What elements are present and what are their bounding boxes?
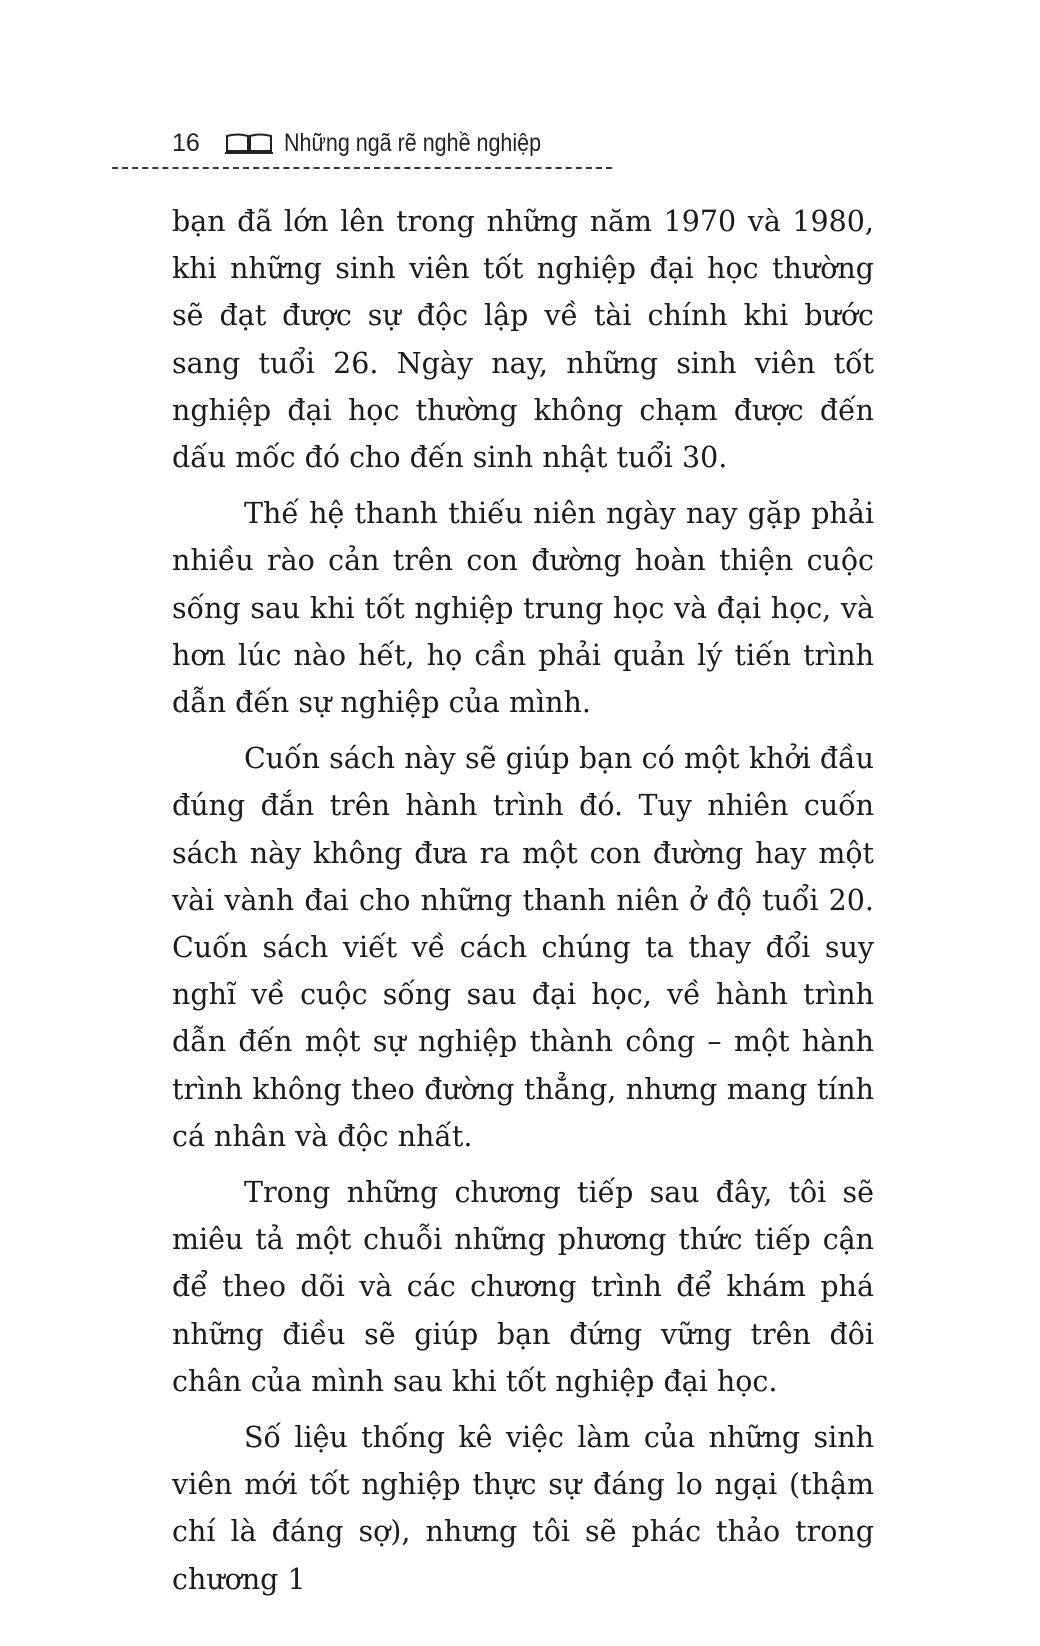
running-header [172, 126, 612, 160]
paragraph: Thế hệ thanh thiếu niên ngày nay gặp phải nhiều rào cản trên con đường hoàn thiện cuộc sống sau khi tốt nghiệp trung học và đại học, và hơn lúc nào hết, họ cần phải quản lý tiến trình dẫn đến sự nghiệp của mình. [172, 497, 874, 720]
running-title: Những ngã rẽ nghề nghiệp [284, 128, 542, 157]
paragraph: Số liệu thống kê việc làm của những sinh viên mới tốt nghiệp thực sự đáng lo ngại (thậm chí là đáng sợ), nhưng tôi sẽ phác thảo trong chương 1 [172, 1421, 874, 1596]
page-number: 16 [172, 128, 200, 157]
header-divider [112, 167, 612, 169]
body-text [172, 198, 874, 1612]
paragraph: Cuốn sách này sẽ giúp bạn có một khởi đầu đúng đắn trên hành trình đó. Tuy nhiên cuốn sách này không đưa ra một con đường hay một vài vành đai cho những thanh niên ở độ tuổi 20. Cuốn sách viết về cách chúng ta thay đổi suy nghĩ về cuộc sống sau đại học, về hành trình dẫn đến một sự nghiệp thành công – một hành trình không theo đường thẳng, nhưng mang tính cá nhân và độc nhất. [172, 742, 874, 1153]
paragraph: Trong những chương tiếp sau đây, tôi sẽ miêu tả một chuỗi những phương thức tiếp cận để theo dõi và các chương trình để khám phá những điều sẽ giúp bạn đứng vững trên đôi chân của mình sau khi tốt nghiệp đại học. [172, 1176, 874, 1398]
paragraph: bạn đã lớn lên trong những năm 1970 và 1980, khi những sinh viên tốt nghiệp đại học thường sẽ đạt được sự độc lập về tài chính khi bước sang tuổi 26. Ngày nay, những sinh viên tốt nghiệp đại học thường không chạm được đến dấu mốc đó cho đến sinh nhật tuổi 30. [172, 205, 874, 475]
open-book-icon [224, 130, 274, 156]
